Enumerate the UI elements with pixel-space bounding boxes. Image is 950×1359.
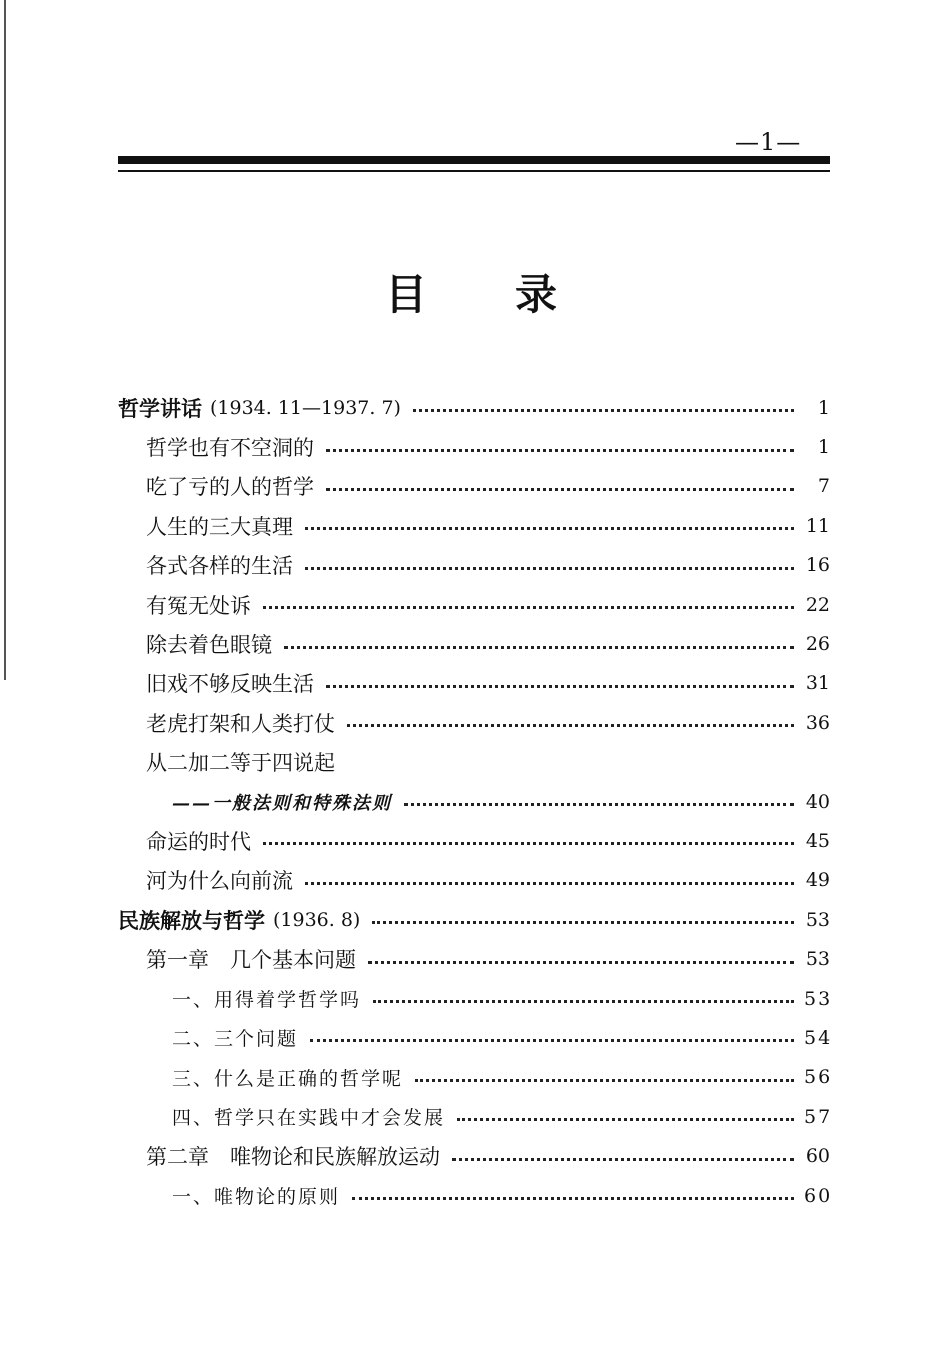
dot-leader (326, 449, 794, 452)
toc-entry-page: 26 (805, 633, 830, 656)
toc-entry-page: 54 (804, 1026, 833, 1049)
dot-leader (404, 803, 794, 806)
dot-leader (452, 1158, 794, 1161)
toc-entry-chapter[interactable] (118, 939, 830, 978)
toc-entry-page: 31 (805, 672, 830, 695)
toc-entry-section[interactable] (118, 1176, 833, 1215)
toc-entry-label: 各式各样的生活 (146, 554, 293, 579)
toc-entry[interactable] (118, 467, 830, 506)
toc-entry[interactable] (118, 506, 830, 545)
toc-entry-label: 除去着色眼镜 (146, 633, 272, 658)
toc-entry-page: 22 (805, 593, 830, 616)
toc-entry-label: 命运的时代 (146, 829, 251, 854)
dot-leader (305, 882, 794, 885)
dot-leader (305, 527, 794, 530)
toc-entry-label: 旧戏不够反映生活 (146, 672, 314, 697)
toc-entry-page: 53 (805, 908, 830, 931)
toc-entry-section[interactable] (118, 1058, 833, 1097)
toc-entry-label: 三、什么是正确的哲学呢 (172, 1067, 404, 1090)
header-rule-thick (118, 156, 830, 164)
toc-entry-label: 四、哲学只在实践中才会发展 (172, 1107, 446, 1130)
dot-leader (326, 685, 794, 688)
toc-entry[interactable] (118, 585, 830, 624)
toc-entry-page: 16 (805, 554, 830, 577)
toc-entry-chapter[interactable] (118, 1136, 830, 1175)
toc-entry-part[interactable] (118, 900, 830, 939)
toc-entry-label: 人生的三大真理 (146, 514, 293, 539)
dot-leader (415, 1079, 794, 1082)
toc-entry-page: 7 (817, 475, 830, 498)
dot-leader (284, 646, 794, 649)
title-char-2: 录 (515, 270, 558, 319)
dot-leader (310, 1039, 794, 1042)
toc-entry-page: 1 (817, 396, 830, 419)
toc-entry-section[interactable] (118, 1018, 833, 1057)
toc-entry[interactable] (118, 664, 830, 703)
toc-entry-part[interactable] (118, 388, 830, 427)
toc-entry[interactable] (118, 546, 830, 585)
dot-leader (373, 1000, 794, 1003)
toc-entry-label: 第二章 唯物论和民族解放运动 (146, 1145, 440, 1170)
toc-entry-label: ——一般法则和特殊法则 (172, 792, 392, 814)
toc-entry-label: 哲学也有不空洞的 (146, 436, 314, 461)
toc-entry[interactable] (118, 624, 830, 663)
toc-entry-label: 第一章 几个基本问题 (146, 948, 356, 973)
toc-entry-label: 老虎打架和人类打仗 (146, 711, 335, 736)
toc-entry-page: 11 (805, 514, 830, 537)
title-char-1: 目 (385, 270, 428, 319)
toc-entry-page: 57 (804, 1105, 833, 1128)
toc-entry-page: 36 (805, 711, 830, 734)
toc-entry[interactable] (118, 861, 830, 900)
scan-edge-line (4, 0, 6, 680)
toc-entry-label: 一、用得着学哲学吗 (172, 989, 362, 1012)
toc-entry-date: (1934. 11—1937. 7) (210, 396, 401, 419)
dot-leader (413, 409, 794, 412)
dot-leader (352, 1197, 794, 1200)
toc-entry-page: 56 (804, 1066, 833, 1089)
toc-entry[interactable] (118, 703, 830, 742)
toc-entry-label: 河为什么向前流 (146, 869, 293, 894)
toc-entry-label: 二、三个问题 (172, 1028, 299, 1051)
toc-entry-section[interactable] (118, 1097, 833, 1136)
dot-leader (326, 488, 794, 491)
dot-leader (347, 724, 794, 727)
toc-entry-page: 1 (817, 436, 830, 459)
toc-entry-label: 从二加二等于四说起 (146, 751, 335, 776)
toc-entry-page: 60 (804, 1184, 833, 1207)
header-rule-thin (118, 170, 830, 172)
dot-leader (263, 842, 794, 845)
toc-entry-page: 60 (805, 1145, 830, 1168)
dot-leader (368, 961, 794, 964)
toc-entry-label: 吃了亏的人的哲学 (146, 475, 314, 500)
toc-entry-section[interactable] (118, 979, 833, 1018)
toc-entry-page: 45 (805, 829, 830, 852)
toc-entry[interactable] (118, 821, 830, 860)
table-of-contents (118, 388, 833, 1215)
dot-leader (305, 567, 794, 570)
toc-entry[interactable] (118, 427, 830, 466)
toc-entry-label: 一、唯物论的原则 (172, 1186, 341, 1208)
toc-entry-page: 49 (805, 869, 830, 892)
dot-leader (372, 921, 794, 924)
toc-entry-page: 40 (805, 790, 830, 813)
dot-leader (457, 1118, 794, 1121)
toc-entry-page: 53 (804, 987, 833, 1010)
toc-entry[interactable] (118, 743, 830, 782)
toc-entry-subtitle[interactable] (118, 782, 830, 821)
toc-entry-date: (1936. 8) (273, 908, 361, 931)
toc-entry-label: 民族解放与哲学 (118, 908, 265, 933)
toc-entry-label: 有冤无处诉 (146, 593, 251, 618)
page-number: —1— (735, 128, 802, 156)
toc-entry-page: 53 (805, 948, 830, 971)
toc-entry-label: 哲学讲话 (118, 396, 202, 421)
dot-leader (263, 606, 794, 609)
